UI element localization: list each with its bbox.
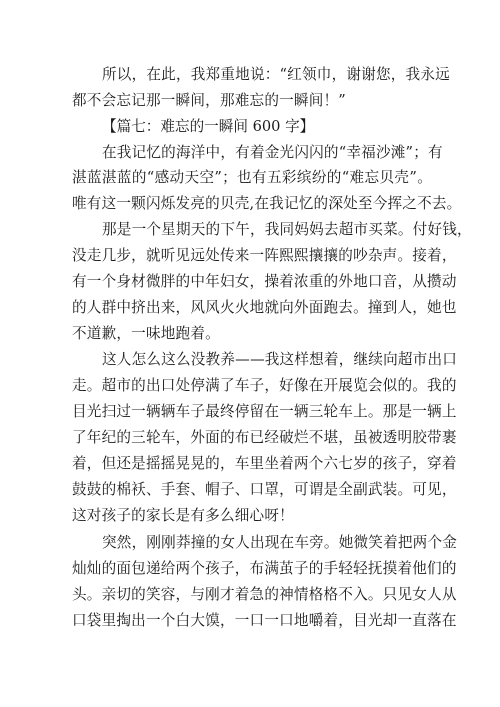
- paragraph-line: 不道歉，一味地跑着。: [72, 325, 220, 342]
- paragraph-line: 着，但还是摇摇晃晃的，车里坐着两个六七岁的孩子，穿着: [72, 455, 457, 472]
- paragraph-line: 所以，在此，我郑重地说：“红领巾，谢谢您，我永远: [102, 66, 450, 83]
- paragraph-line: 口袋里掏出一个白大馍，一口一口地嚼着，目光却一直落在: [72, 612, 457, 629]
- paragraph-line: 湛蓝湛蓝的“感动天空”；也有五彩缤纷的“难忘贝壳”。: [72, 169, 432, 186]
- paragraph-line: 走。超市的出口处停满了车子，好像在开展览会似的。我的: [72, 377, 457, 394]
- paragraph-line: 目光扫过一辆辆车子最终停留在一辆三轮车上。那是一辆上: [72, 403, 457, 420]
- paragraph-line: 头。亲切的笑容，与刚才着急的神情格格不入。只见女人从: [72, 586, 457, 603]
- paragraph-line: 突然，刚刚莽撞的女人出现在车旁。她微笑着把两个金: [102, 534, 458, 551]
- paragraph-line: 鼓鼓的棉袄、手套、帽子、口罩，可谓是全副武装。可见，: [72, 481, 457, 498]
- paragraph-line: 这对孩子的家长是有多么细心呀！: [72, 507, 294, 524]
- paragraph-line: 这人怎么这么没教养——我这样想着，继续向超市出口: [102, 351, 458, 368]
- paragraph-line: 的人群中挤出来，风风火火地就向外面跑去。撞到人，她也: [72, 299, 457, 316]
- paragraph-line: 没走几步，就听见远处传来一阵熙熙攘攘的吵杂声。接着，: [72, 247, 457, 264]
- section-heading: 【篇七：难忘的一瞬间 600 字】: [102, 118, 315, 135]
- paragraph-line: 灿灿的面包递给两个孩子，布满茧子的手轻轻抚摸着他们的: [72, 560, 457, 577]
- paragraph-line: 在我记忆的海洋中，有着金光闪闪的“幸福沙滩”；有: [102, 144, 443, 161]
- paragraph-line: 有一个身材微胖的中年妇女，操着浓重的外地口音，从攒动: [72, 273, 457, 290]
- paragraph-line: 那是一个星期天的下午，我同妈妈去超市买菜。付好钱，: [102, 221, 472, 238]
- paragraph-line: 唯有这一颗闪烁发亮的贝壳,在我记忆的深处至今挥之不去。: [72, 195, 462, 212]
- paragraph-line: 了年纪的三轮车，外面的布已经破烂不堪，虽被透明胶带裹: [72, 429, 457, 446]
- paragraph-line: 都不会忘记那一瞬间，那难忘的一瞬间！”: [72, 92, 346, 109]
